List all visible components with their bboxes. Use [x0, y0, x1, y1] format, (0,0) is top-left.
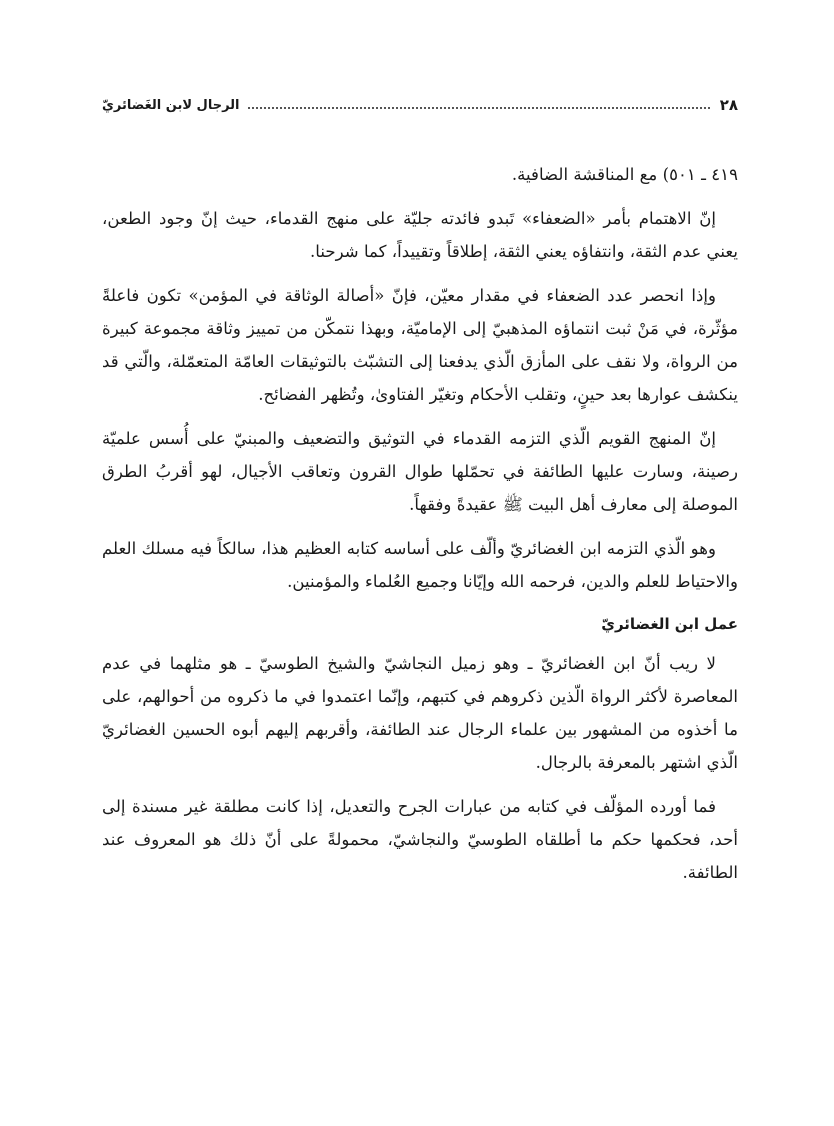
paragraph-ibn-ghadairi-method: وهو الّذي التزمه ابن الغضائريّ وألّف على أساسه كتابه العظيم هذا، سالكاً فيه مسلك العلم والاحتياط للعلم والدين، فرحمه الله وإيّانا وجميع العُلماء والمؤمنين.: [102, 539, 738, 591]
paragraph-trust-principle: وإذا انحصر عدد الضعفاء في مقدار معيّن، فإنّ «أصالة الوثاقة في المؤمن» تكون فاعلةً مؤثّرة، في مَنْ ثبت انتماؤه المذهبيّ إلى الإماميّة، وبهذا نتمكّن من تمييز وثاقة مجموعة كبيرة من الرواة، ولا نقف على المأزق الّذي يدفعنا إلى التشبّث بالتوثيقات العامّة المتعمّلة، والّتي قد ينكشف عوارها بعد حينٍ، وتقلب الأحكام وتغيّر الفتاوىٰ، وتُظهر الفضائح.: [102, 286, 738, 404]
page-body: [102, 158, 738, 889]
book-page: [102, 92, 738, 1092]
running-header: [102, 92, 738, 118]
page-number: ٢٨: [719, 96, 738, 114]
paragraph-continuation: ٤١٩ ـ ٥٠١) مع المناقشة الضافية.: [511, 165, 738, 184]
paragraph-weak-narrators: إنّ الاهتمام بأمر «الضعفاء» تَبدو فائدته جليّة على منهج القدماء، حيث إنّ وجود الطعن، يعني عدم الثقة، وانتفاؤه يعني الثقة، إطلاقاً وتقييداً، كما شرحنا.: [102, 209, 738, 261]
running-title: الرجال لابن الغَضائريّ: [102, 97, 240, 113]
header-dotted-leader: [248, 107, 710, 109]
section-heading: عمل ابن الغضائريّ: [601, 615, 738, 633]
paragraph-unattributed-judgements: فما أورده المؤلّف في كتابه من عبارات الجرح والتعديل، إذا كانت مطلقة غير مسندة إلى أحد، فحكمها حكم ما أطلقاه الطوسيّ والنجاشيّ، محمولةً على أنّ ذلك هو المعروف عند الطائفة.: [102, 797, 738, 882]
paragraph-ancient-method: إنّ المنهج القويم الّذي التزمه القدماء في التوثيق والتضعيف والمبنيّ على أُسس علميّة رصينة، وسارت عليها الطائفة في تحمّلها طوال القرون وتعاقب الأجيال، لهو أقربُ الطرق الموصلة إلى معارف أهل البيت ﷺ عقيدةً وفقهاً.: [102, 429, 738, 514]
paragraph-contemporaries: لا ريب أنّ ابن الغضائريّ ـ وهو زميل النجاشيّ والشيخ الطوسيّ ـ هو مثلهما في عدم المعاصرة لأكثر الرواة الّذين ذكروهم في كتبهم، وإنّما اعتمدوا في ما ذكروه من أحوالهم، على ما أخذوه من المشهور بين علماء الرجال عند الطائفة، وأقربهم إليهم أبوه الحسين الغضائريّ الّذي اشتهر بالمعرفة بالرجال.: [102, 654, 738, 772]
